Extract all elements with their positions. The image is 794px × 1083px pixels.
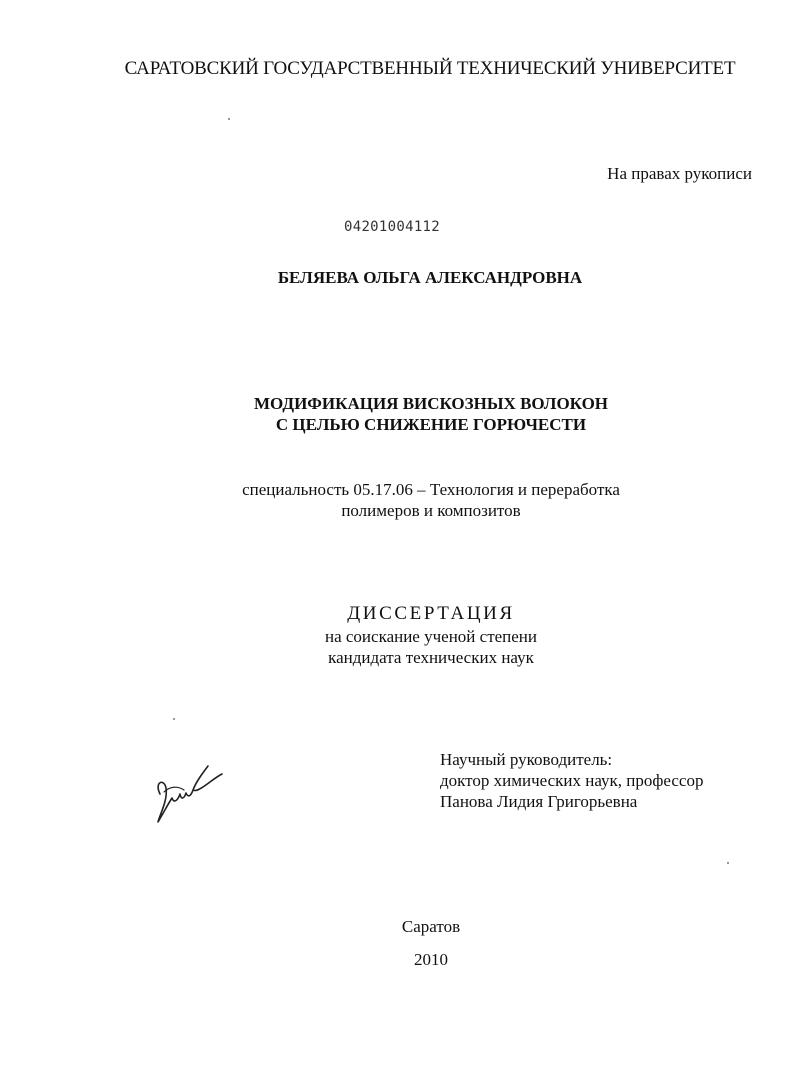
city: Саратов <box>401 917 461 936</box>
scan-speck <box>228 118 230 120</box>
degree-line-1: на соискание ученой степени <box>324 627 538 646</box>
work-type-heading: ДИССЕРТАЦИЯ <box>347 603 515 624</box>
supervisor-degree: доктор химических наук, профессор <box>440 771 704 790</box>
university-name: САРАТОВСКИЙ ГОСУДАРСТВЕННЫЙ ТЕХНИЧЕСКИЙ УНИВЕРСИТЕТ <box>124 58 736 79</box>
dissertation-title-line-1: МОДИФИКАЦИЯ ВИСКОЗНЫХ ВОЛОКОН <box>253 394 609 413</box>
year: 2010 <box>414 950 448 969</box>
scan-speck <box>727 862 729 864</box>
specialty-line-1: специальность 05.17.06 – Технология и переработка <box>242 480 620 499</box>
manuscript-rights-note: На правах рукописи <box>607 164 752 183</box>
author-name: БЕЛЯЕВА ОЛЬГА АЛЕКСАНДРОВНА <box>277 268 583 287</box>
registration-number: 04201004112 <box>344 219 441 235</box>
scan-speck <box>173 718 175 720</box>
supervisor-name: Панова Лидия Григорьевна <box>440 792 638 811</box>
dissertation-title-line-2: С ЦЕЛЬЮ СНИЖЕНИЕ ГОРЮЧЕСТИ <box>275 415 587 434</box>
supervisor-label: Научный руководитель: <box>440 750 613 769</box>
author-signature <box>150 752 230 832</box>
specialty-line-2: полимеров и композитов <box>341 501 521 520</box>
degree-line-2: кандидата технических наук <box>328 648 534 667</box>
